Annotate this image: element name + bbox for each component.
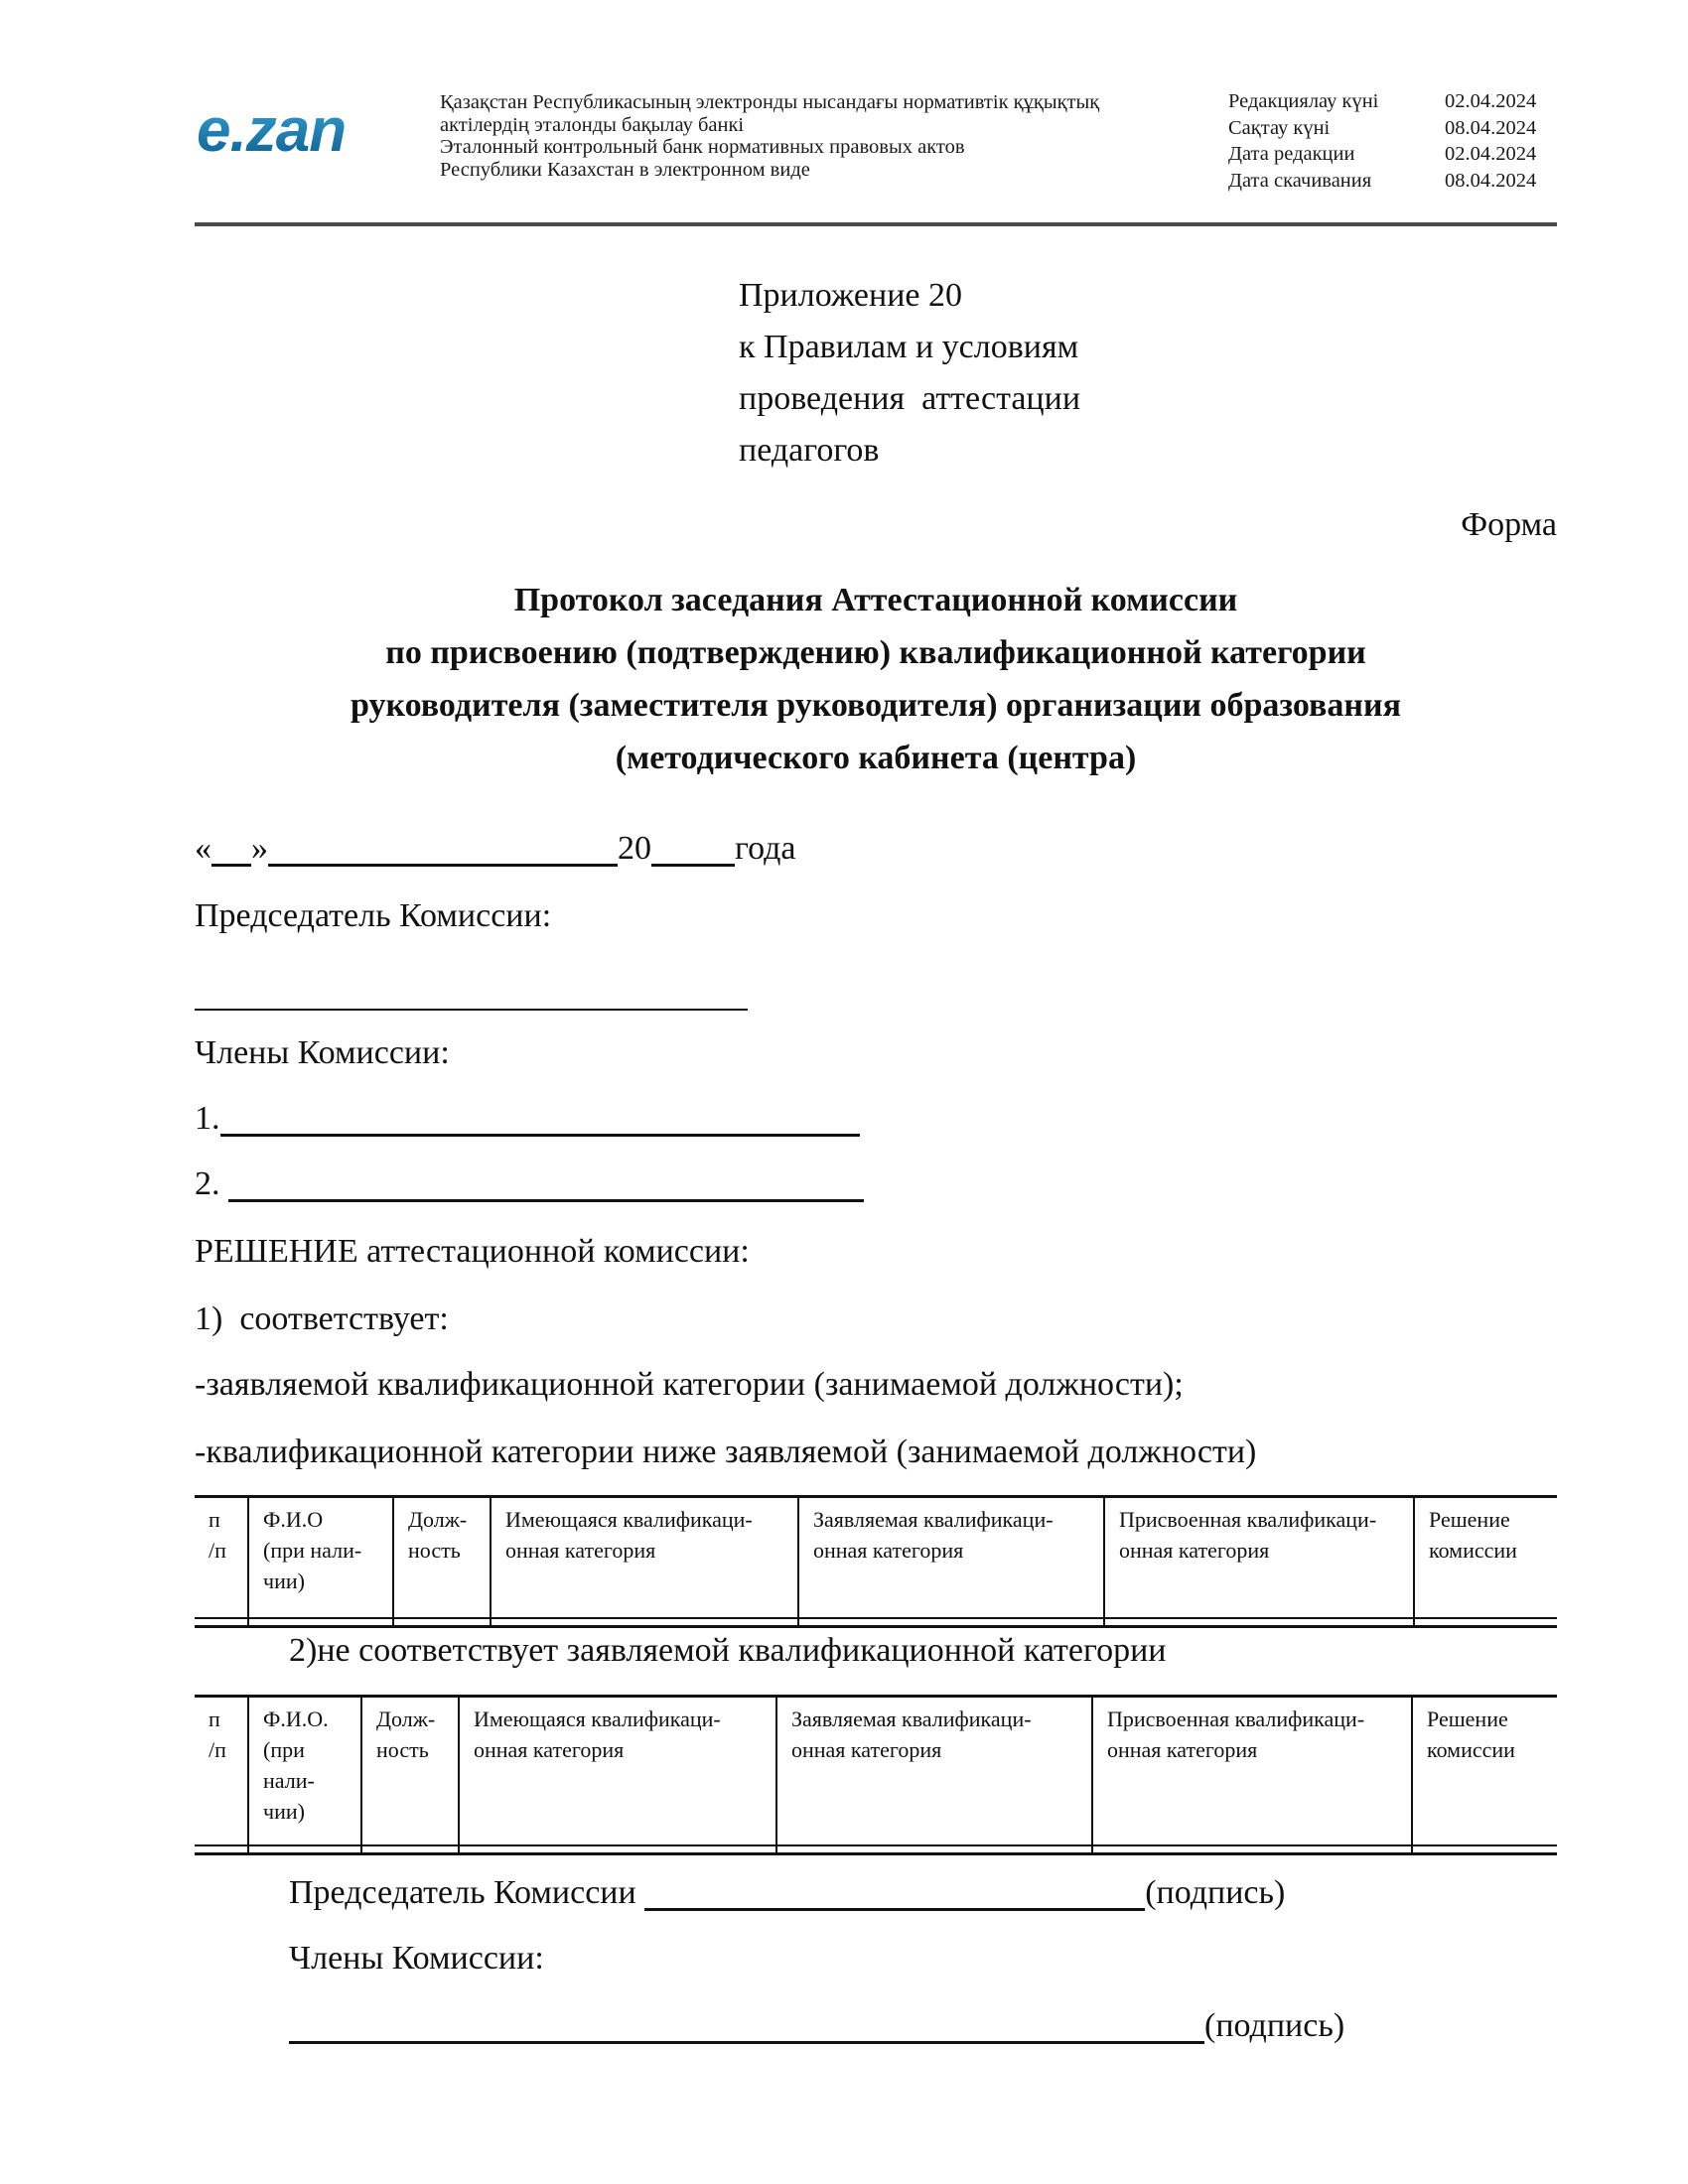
signature-word: (подпись): [1204, 2007, 1345, 2044]
year-prefix: 20: [618, 830, 651, 867]
member-1-line: [195, 1100, 860, 1138]
header-cell-decision: Решение комиссии: [1412, 1697, 1557, 1846]
member-1-number: 1.: [195, 1100, 220, 1137]
header-cell-decision: Решение комиссии: [1414, 1497, 1557, 1619]
header-cell-assigned-category: Присвоенная квалификаци- онная категория: [1092, 1697, 1412, 1846]
table-cell[interactable]: [195, 1618, 248, 1627]
appendix-line: к Правилам и условиям: [739, 329, 1079, 365]
members-signature-blank[interactable]: [289, 2007, 1204, 2044]
decision-1a: -заявляемой квалификационной категории (занимаемой должности);: [195, 1366, 1184, 1403]
header-cell-declared-category: Заявляемая квалификаци- онная категория: [776, 1697, 1092, 1846]
date-suffix: года: [735, 830, 796, 867]
date-row: [1228, 88, 1566, 115]
decision-2: 2)не соответствует заявляемой квалификационной категории: [289, 1632, 1167, 1669]
header-cell-fio: Ф.И.О. (при нали- чии): [248, 1697, 361, 1846]
header-cell-position: Долж- ность: [361, 1697, 459, 1846]
title-line: Протокол заседания Аттестационной комиссии: [513, 582, 1238, 618]
header-cell-declared-category: Заявляемая квалификаци- онная категория: [798, 1497, 1104, 1619]
day-blank[interactable]: [211, 830, 251, 867]
table-cell[interactable]: [1104, 1618, 1414, 1627]
chairman-label: Председатель Комиссии:: [195, 897, 552, 934]
table-cell[interactable]: [1092, 1845, 1412, 1854]
member-2-number: 2.: [195, 1165, 228, 1202]
member-1-blank[interactable]: [220, 1100, 860, 1137]
table-cell[interactable]: [1412, 1845, 1557, 1854]
table-matching: [195, 1495, 1557, 1628]
date-row: [1228, 168, 1566, 195]
table-header-row: [195, 1497, 1557, 1619]
date-value: 08.04.2024: [1445, 116, 1537, 139]
members-label: Члены Комиссии:: [195, 1034, 450, 1071]
document-title: [195, 574, 1557, 784]
title-line: (методического кабинета (центра): [615, 740, 1137, 776]
date-close-quote: »: [251, 830, 268, 867]
header-bank-name: [440, 91, 1195, 181]
members-signature-label: Члены Комиссии:: [289, 1940, 544, 1977]
header-divider: [195, 222, 1557, 226]
appendix-line: педагогов: [739, 432, 880, 469]
title-line: руководителя (заместителя руководителя) организации образования: [351, 687, 1401, 724]
year-blank[interactable]: [651, 830, 735, 867]
date-line: [195, 830, 796, 868]
date-value: 02.04.2024: [1445, 90, 1537, 112]
header-dates: [1228, 88, 1566, 194]
table-cell[interactable]: [491, 1618, 798, 1627]
date-label: Дата редакции: [1228, 143, 1355, 165]
table-not-matching: [195, 1695, 1557, 1855]
date-row: [1228, 141, 1566, 168]
header-cell-number: п /п: [195, 1697, 248, 1846]
form-label: Форма: [1461, 506, 1557, 543]
chairman-signature-label: Председатель Комиссии: [289, 1874, 645, 1911]
chairman-blank[interactable]: [195, 975, 748, 1011]
header-cell-current-category: Имеющаяся квалификаци- онная категория: [491, 1497, 798, 1619]
decision-1b: -квалификационной категории ниже заявляемой (занимаемой должности): [195, 1433, 1257, 1470]
header-line: Эталонный контрольный банк нормативных правовых актов: [440, 136, 965, 158]
table-cell[interactable]: [1414, 1618, 1557, 1627]
decision-1: 1) соответствует:: [195, 1300, 449, 1337]
appendix-block: [739, 270, 1080, 477]
month-blank[interactable]: [268, 830, 618, 867]
date-label: Редакциялау күні: [1228, 90, 1379, 112]
chairman-signature-blank[interactable]: [644, 1874, 1145, 1911]
table-cell[interactable]: [776, 1845, 1092, 1854]
header-cell-current-category: Имеющаяся квалификаци- онная категория: [459, 1697, 776, 1846]
chairman-signature-line: [289, 1874, 1285, 1912]
date-value: 08.04.2024: [1445, 169, 1537, 192]
decision-label: РЕШЕНИЕ аттестационной комиссии:: [195, 1233, 750, 1270]
appendix-line: Приложение 20: [739, 277, 962, 314]
table-row: [195, 1618, 1557, 1627]
ezan-logo: [195, 95, 393, 167]
table-cell[interactable]: [361, 1845, 459, 1854]
member-2-blank[interactable]: [228, 1165, 864, 1202]
date-label: Дата скачивания: [1228, 169, 1372, 192]
header-cell-fio: Ф.И.О (при нали- чии): [248, 1497, 393, 1619]
header-line: актілердің эталонды бақылау банкі: [440, 113, 745, 136]
table-header-row: [195, 1697, 1557, 1846]
logo-text: e.zan: [197, 96, 347, 165]
date-value: 02.04.2024: [1445, 143, 1537, 165]
header-line: Қазақстан Республикасының электронды нысандағы нормативтік құқықтық: [440, 91, 1100, 113]
date-open-quote: «: [195, 830, 211, 867]
table-cell[interactable]: [248, 1845, 361, 1854]
signature-word: (подпись): [1145, 1874, 1286, 1911]
header-cell-assigned-category: Присвоенная квалификаци- онная категория: [1104, 1497, 1414, 1619]
table-cell[interactable]: [195, 1845, 248, 1854]
header-cell-number: п /п: [195, 1497, 248, 1619]
members-signature-line: [289, 2007, 1344, 2045]
table-cell[interactable]: [393, 1618, 491, 1627]
table-cell[interactable]: [459, 1845, 776, 1854]
header-line: Республики Казахстан в электронном виде: [440, 158, 810, 181]
header-cell-position: Долж- ность: [393, 1497, 491, 1619]
title-line: по присвоению (подтверждению) квалификационной категории: [385, 634, 1366, 671]
appendix-line: проведения аттестации: [739, 380, 1081, 417]
table-row: [195, 1845, 1557, 1854]
table-cell[interactable]: [248, 1618, 393, 1627]
date-label: Сақтау күні: [1228, 116, 1331, 139]
date-row: [1228, 115, 1566, 142]
member-2-line: [195, 1165, 864, 1203]
table-cell[interactable]: [798, 1618, 1104, 1627]
